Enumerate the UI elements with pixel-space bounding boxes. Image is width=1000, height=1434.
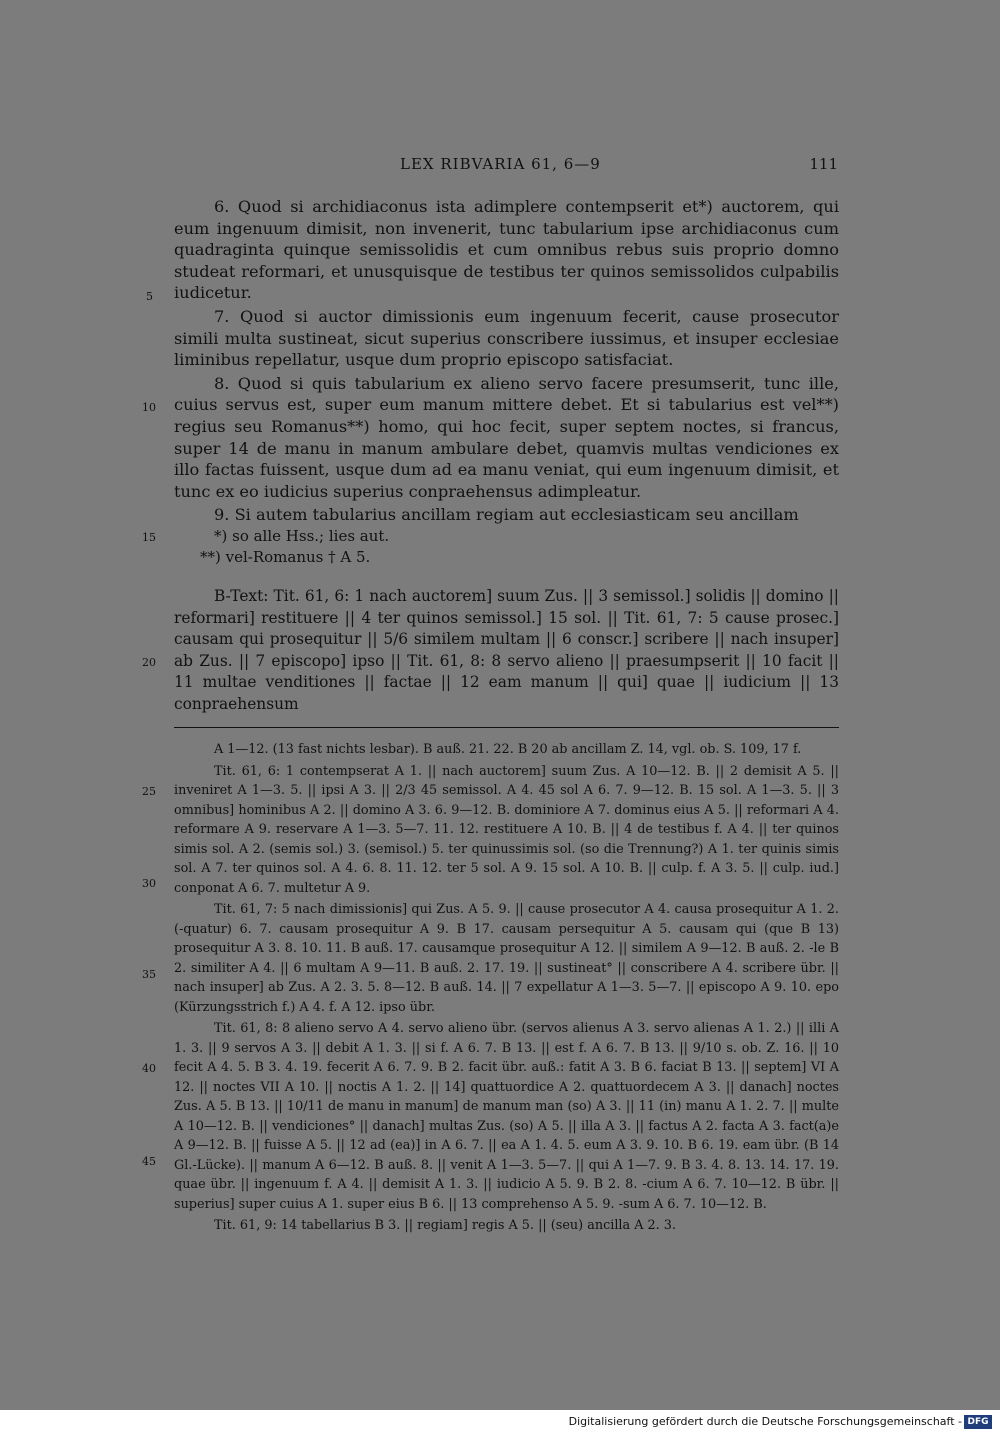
footnote: *) so alle Hss.; lies aut. (214, 527, 390, 545)
footnote: **) vel-Romanus † A 5. (200, 548, 371, 566)
line-number: 30 (142, 877, 156, 890)
line-number: 10 (142, 401, 156, 414)
apparatus-entry: Tit. 61, 9: 14 tabellarius B 3. || regiam] regis A 5. || (seu) ancilla A 2. 3. (214, 1218, 677, 1233)
line-number: 25 (142, 785, 156, 798)
page-number: 111 (809, 155, 838, 173)
divider (174, 727, 839, 728)
line-number: 15 (142, 531, 156, 544)
dfg-logo: DFG (964, 1415, 992, 1429)
apparatus-entry: Tit. 61, 8: 8 alieno servo A 4. servo alieno übr. (servos alienus A 3. servo alienas A 1. 2.) || illi A 1. 3. || 9 servos A 3. || debit A 1. 3. || si f. A 6. 7. B 13. || est f. A 6. 7. B 13. || 9/10 s. ob. Z. 16. || 10 fecit A 4. 5. B 3. 4. 19. fecerit A 6. 7. 9. B 2. facit übr. auß.: fatit A 3. B 6. faciat B 13. || septem] VI A 12. || noctes VII A 10. || noctis A 1. 2. || 14] quattuordice A 2. quattuordecem A 3. || danach] noctes Zus. A 5. B 13. || 10/11 de manu in manum] de manum man (so) A 3. || 11 (in) manu A 1. 2. 7. || multe A 10—12. B. || vendiciones° || danach] multas Zus. (so) A 5. || illa A 3. || factus A 2. facta A 3. fact(a)e A 9—12. B. || fuisse A 5. || 12 ad (ea)] in A 6. 7. || ea A 1. 4. 5. eum A 3. 9. 10. B 6. 19. eam übr. (B 14 Gl.-Lücke). || manum A 6—12. B auß. 8. || venit A 1—3. 5—7. || qui A 1—7. 9. B 3. 4. 8. 13. 14. 17. 19. quae übr. || ingenuum f. A 4. || demisit A 1. 3. || iudicio A 5. 9. B 2. 8. -cium A 6. 7. 10—12. B übr. || superius] super cuius A 1. super eius B 6. || 13 comprehenso A 5. 9. -sum A 6. 7. 10—12. B. (174, 1021, 839, 1212)
line-number: 20 (142, 656, 156, 669)
apparatus-entry: Tit. 61, 7: 5 nach dimissionis] qui Zus. A 5. 9. || cause prosecutor A 4. causa prosequitur A 1. 2. (-quatur) 6. 7. causam prosequitur A 9. B 17. causam persequitur A 5. causam qui (que B 13) prosequitur A 3. 8. 10. 11. B auß. 17. causamque prosequitur A 12. || similem A 9—12. B auß. 2. -le B 2. similiter A 4. || 6 multam A 9—11. B auß. 2. 17. 19. || sustineat° || conscribere A 4. scribere übr. || nach insuper] ab Zus. A 2. 3. 5. 8—12. B auß. 14. || 7 expellatur A 1—3. 5—7. || episcopo A 9. 10. epo (Kürzungsstrich f.) A 4. f. A 12. ipso übr. (174, 902, 839, 1015)
line-number: 45 (142, 1155, 156, 1168)
footer-bar (0, 1410, 1000, 1434)
main-text (174, 196, 839, 526)
line-number: 35 (142, 968, 156, 981)
paragraph-6: 6. Quod si archidiaconus ista adimplere contempserit et*) auctorem, qui eum ingenuum dimisit, non invenerit, tunc tabularium ipse archidiaconus cum quadraginta quinque semissolidis et cum omnibus rebus suis proprio domno studeat reformari, et unusquisque de testibus ter quinos semissolidos culpabilis iudicetur. (174, 197, 839, 303)
line-number: 5 (146, 290, 153, 303)
apparatus-entry: A 1—12. (13 fast nichts lesbar). B auß. 21. 22. B 20 ab ancillam Z. 14, vgl. ob. S. 109, 17 f. (214, 742, 802, 757)
paragraph-8: 8. Quod si quis tabularium ex alieno servo facere presumserit, tunc ille, cuius servus est, super eum manum mittere debet. Et si tabularius est vel**) regius seu Romanus**) homo, qui hoc fecit, super septem noctes, si francus, super 14 de manu in manum ambulare debet, quamvis multas vendiciones ex illo factas fuissent, usque dum ad ea manu veniat, qui eum ingenuum dimisit, et tunc ex eo iudicius superius conpraehensus adimpleatur. (174, 373, 839, 501)
apparatus-entry: Tit. 61, 6: 1 contempserat A 1. || nach auctorem] suum Zus. A 10—12. B. || 2 demisit A 5. || inveniret A 1—3. 5. || ipsi A 3. || 2/3 45 semissol. A 4. 45 sol A 6. 7. 9—12. B. 15 sol. A 1—3. 5. || 3 omnibus] hominibus A 2. || domino A 3. 6. 9—12. B. dominiore A 7. dominus eius A 5. || reformari A 4. reformare A 9. reservare A 1—3. 5—7. 11. 12. restituere A 10. B. || 4 de testibus f. A 4. || ter quinos simis sol. A 2. (semis sol.) 3. (semisol.) 5. ter quinussimis sol. (so die Trennung?) A 1. ter quinis simis sol. A 7. ter quinos sol. A 4. 6. 8. 11. 12. ter 5 sol. A 9. 15 sol. A 10. B. || culp. f. A 3. 5. || culp. iud.] conponat A 6. 7. multetur A 9. (174, 763, 839, 896)
funding-notice: Digitalisierung gefördert durch die Deutsche Forschungsgemeinschaft - (568, 1415, 962, 1428)
critical-apparatus (174, 740, 839, 1238)
paragraph-7: 7. Quod si auctor dimissionis eum ingenuum fecerit, cause prosecutor simili multa sustineat, sicut superius conscribere iussimus, et insuper ecclesiae liminibus repellatur, usque dum proprio episcopo satisfaciat. (174, 306, 839, 370)
line-number: 40 (142, 1062, 156, 1075)
b-text-paragraph: B-Text: Tit. 61, 6: 1 nach auctorem] suum Zus. || 3 semissol.] solidis || domino || reformari] restituere || 4 ter quinos semissol.] 15 sol. || Tit. 61, 7: 5 cause prosec.] causam qui prosequitur || 5/6 similem multam || 6 conscr.] scribere || nach insuper] ab Zus. || 7 episcopo] ipso || Tit. 61, 8: 8 servo alieno || praesumpserit || 10 facit || 11 multae venditiones || factae || 12 eam manum || qui] quae || iudicium || 13 conpraehensum (174, 587, 839, 713)
running-head: LEX RIBVARIA 61, 6—9 (400, 155, 601, 173)
b-text (174, 586, 839, 716)
paragraph-9: 9. Si autem tabularius ancillam regiam aut ecclesiasticam seu ancillam (214, 505, 799, 525)
